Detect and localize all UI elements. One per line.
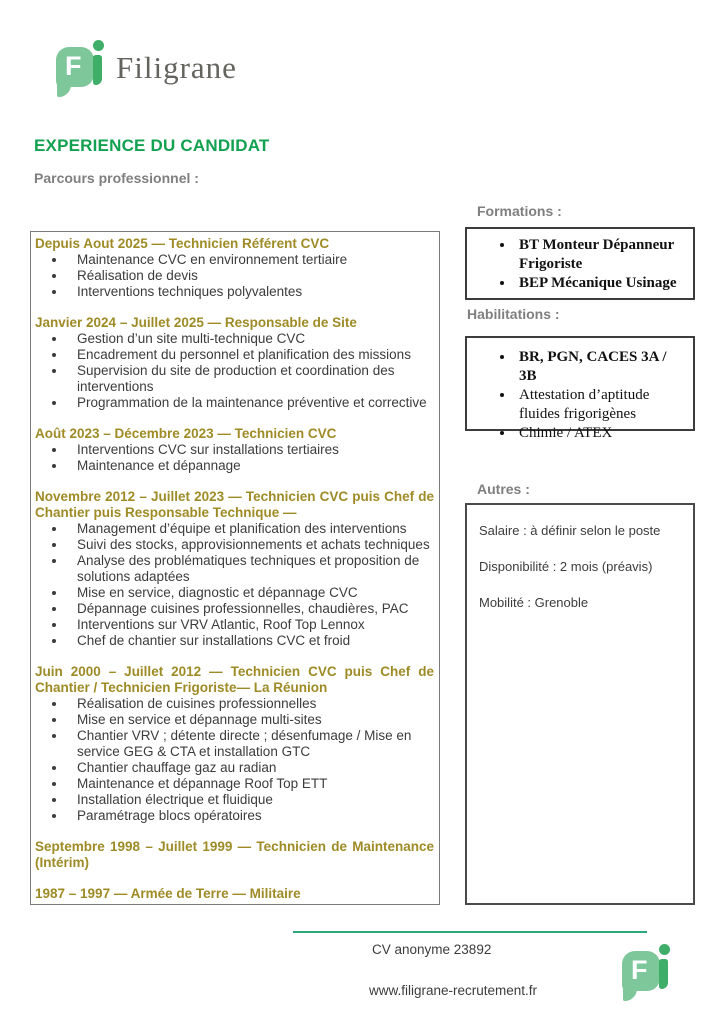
experience-bullet: • Installation électrique et fluidique xyxy=(67,792,434,808)
brand-wordmark: Filigrane xyxy=(116,50,237,85)
filigrane-logo-icon xyxy=(56,38,104,98)
experience-bullet: • Chantier chauffage gaz au radian xyxy=(67,760,434,776)
experience-bullets xyxy=(35,442,434,474)
experience-bullet: • Mise en service, diagnostic et dépannage CVC xyxy=(67,585,434,601)
website-link[interactable]: www.filigrane-recrutement.fr xyxy=(369,983,538,998)
experience-heading: 1987 – 1997 — Armée de Terre — Militaire xyxy=(35,886,301,901)
habilitations-box xyxy=(465,336,695,441)
formations-label: Formations : xyxy=(477,203,562,219)
logo-i-dot-shape xyxy=(93,40,104,51)
logo-i-dot-shape xyxy=(659,944,670,955)
sidebar-list-item: • Chimie / ATEX xyxy=(515,424,687,443)
autres-line: Mobilité : Grenoble xyxy=(479,595,589,610)
experience-bullet: • Suivi des stocks, approvisionnements et achats techniques xyxy=(67,537,434,553)
experience-bullet: • Interventions CVC sur installations tertiaires xyxy=(67,442,434,458)
experience-entry xyxy=(35,236,434,300)
experience-heading: Août 2023 – Décembre 2023 — Technicien CVC xyxy=(35,426,337,441)
experience-bullet: • Analyse des problématiques techniques et proposition de solutions adaptées xyxy=(67,553,434,585)
experience-bullet: • Supervision du site de production et coordination des interventions xyxy=(67,363,434,395)
experience-bullet: • Réalisation de devis xyxy=(67,268,434,284)
habilitations-label: Habilitations : xyxy=(467,306,560,322)
experience-heading: Juin 2000 – Juillet 2012 — Technicien CVC puis Chef de Chantier / Technicien Frigoriste— La Réunion xyxy=(35,664,434,695)
autres-label: Autres : xyxy=(477,481,530,497)
experience-bullets xyxy=(35,521,434,649)
experience-entry xyxy=(35,426,434,474)
formations-box xyxy=(465,227,695,300)
experience-heading: Janvier 2024 – Juillet 2025 — Responsable de Site xyxy=(35,315,357,330)
experience-bullet: • Programmation de la maintenance préventive et corrective xyxy=(67,395,434,411)
logo-f-letter: F xyxy=(631,955,648,985)
experience-heading: Septembre 1998 – Juillet 1999 — Technicien de Maintenance (Intérim) xyxy=(35,839,434,870)
experience-bullet: • Encadrement du personnel et planification des missions xyxy=(67,347,434,363)
sidebar-list-item: • Attestation d’aptitude fluides frigorigènes xyxy=(515,386,687,424)
experience-entry xyxy=(35,886,434,902)
autres-line: Disponibilité : 2 mois (préavis) xyxy=(479,559,653,574)
autres-line: Salaire : à définir selon le poste xyxy=(479,523,661,538)
logo-tail-shape xyxy=(57,83,71,97)
experience-entry xyxy=(35,315,434,411)
experience-heading: Novembre 2012 – Juillet 2023 — Technicien CVC puis Chef de Chantier puis Responsable Technique — xyxy=(35,489,434,520)
experience-list xyxy=(35,236,434,902)
experience-bullets xyxy=(35,331,434,411)
experience-entry xyxy=(35,489,434,649)
experience-entry xyxy=(35,664,434,824)
experience-bullets xyxy=(35,696,434,824)
experience-bullet: • Maintenance et dépannage xyxy=(67,458,434,474)
experience-bullet: • Chef de chantier sur installations CVC et froid xyxy=(67,633,434,649)
experience-bullets xyxy=(35,252,434,300)
experience-bullet: • Chantier VRV ; détente directe ; désenfumage / Mise en service GEG & CTA et installation GTC xyxy=(67,728,434,760)
experience-heading: Depuis Aout 2025 — Technicien Référent CVC xyxy=(35,236,330,251)
experience-entry xyxy=(35,839,434,871)
page-title: EXPERIENCE DU CANDIDAT xyxy=(34,136,270,155)
experience-bullet: • Maintenance et dépannage Roof Top ETT xyxy=(67,776,434,792)
sidebar-list-item: • BR, PGN, CACES 3A / 3B xyxy=(515,348,687,386)
filigrane-footer-logo-icon xyxy=(622,942,670,1002)
experience-bullet: • Paramétrage blocs opératoires xyxy=(67,808,434,824)
experience-bullet: • Réalisation de cuisines professionnelles xyxy=(67,696,434,712)
experience-bullet: • Mise en service et dépannage multi-sites xyxy=(67,712,434,728)
sidebar-list-item: • BEP Mécanique Usinage xyxy=(515,274,687,293)
footer-divider xyxy=(293,931,647,933)
parcours-label: Parcours professionnel : xyxy=(34,170,199,186)
habilitations-list xyxy=(467,348,687,443)
logo-tail-shape xyxy=(623,987,637,1001)
experience-box xyxy=(30,231,440,905)
experience-bullet: • Gestion d’un site multi-technique CVC xyxy=(67,331,434,347)
experience-bullet: • Interventions sur VRV Atlantic, Roof Top Lennox xyxy=(67,617,434,633)
experience-bullet: • Interventions techniques polyvalentes xyxy=(67,284,434,300)
formations-list xyxy=(467,236,687,293)
logo-i-stem-shape xyxy=(93,55,102,85)
autres-box xyxy=(465,503,695,905)
logo-i-stem-shape xyxy=(659,959,668,989)
sidebar-list-item: • BT Monteur Dépanneur Frigoriste xyxy=(515,236,687,274)
experience-bullet: • Maintenance CVC en environnement tertiaire xyxy=(67,252,434,268)
experience-bullet: • Dépannage cuisines professionnelles, chaudières, PAC xyxy=(67,601,434,617)
logo-f-letter: F xyxy=(65,51,82,81)
experience-bullet: • Management d’équipe et planification des interventions xyxy=(67,521,434,537)
cv-reference: CV anonyme 23892 xyxy=(372,942,492,957)
